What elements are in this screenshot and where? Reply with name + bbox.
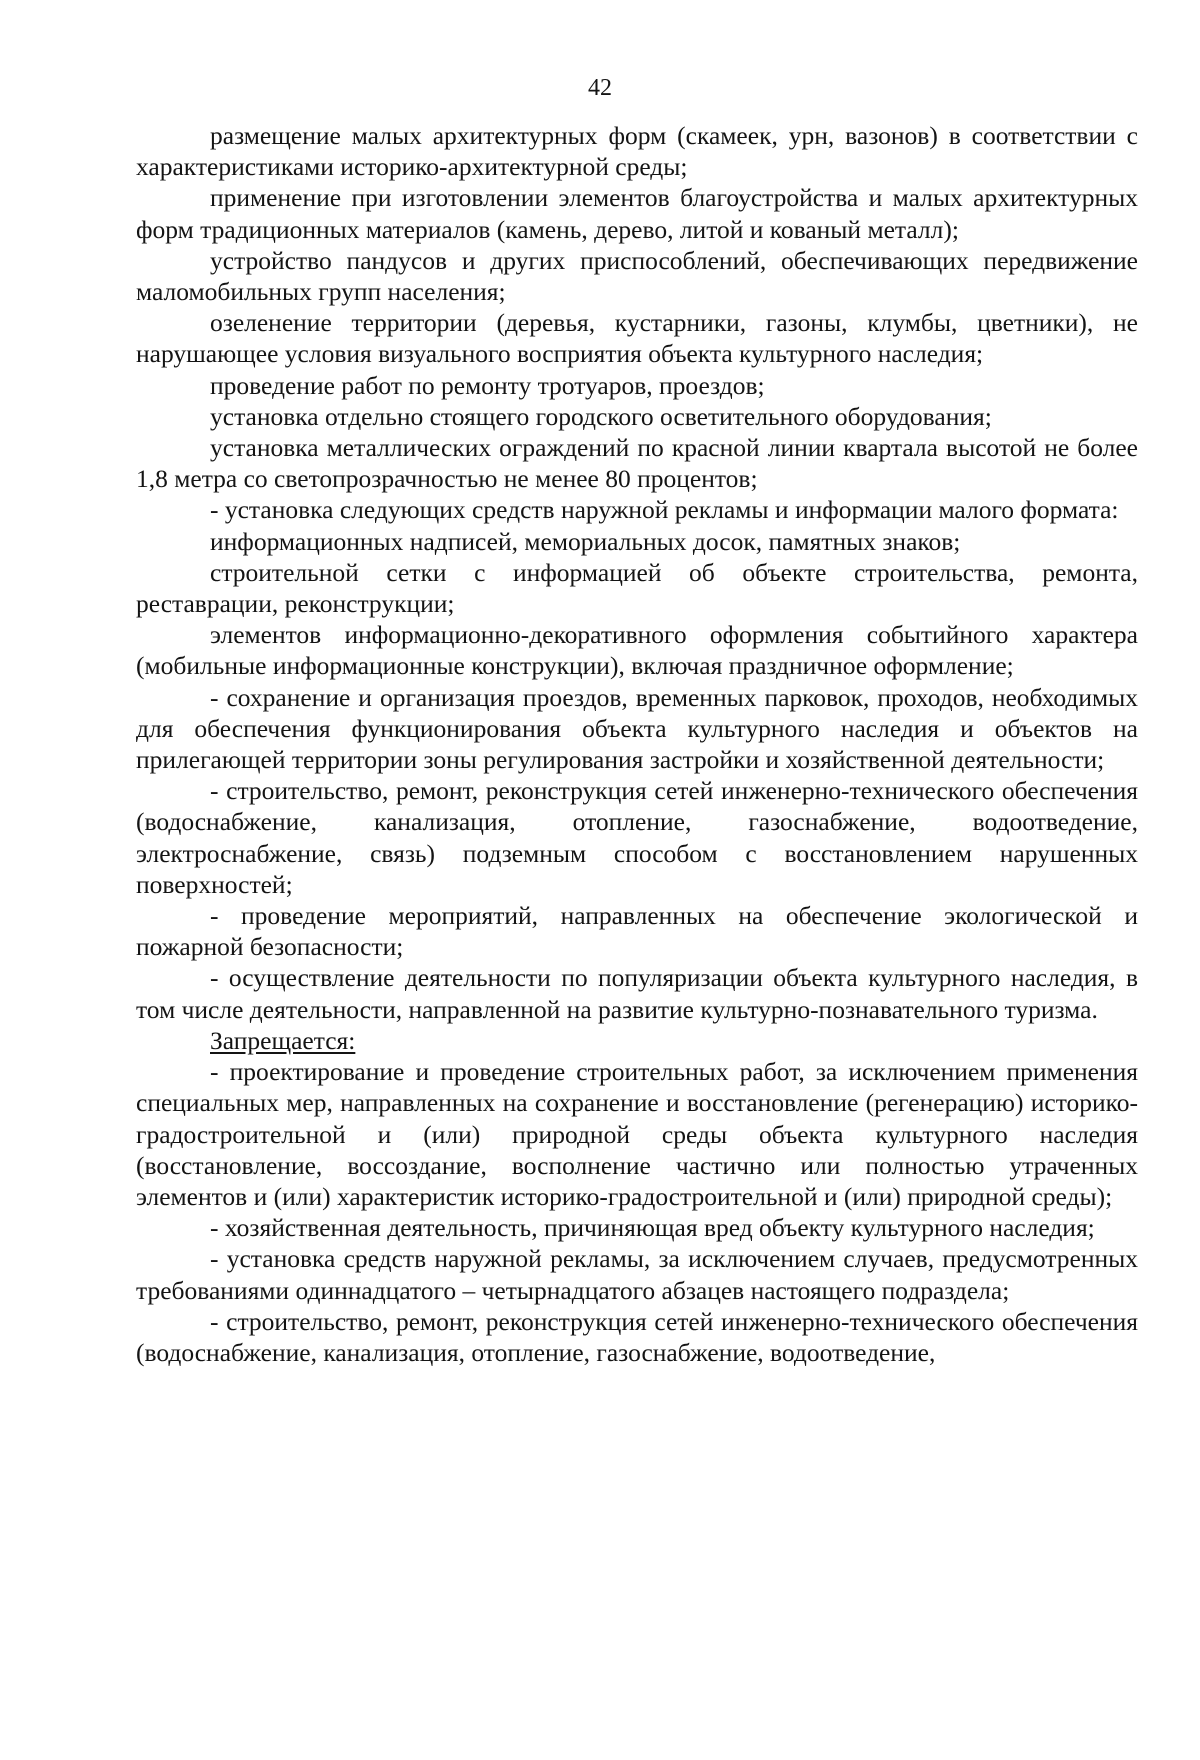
paragraph: устройство пандусов и других приспособлений, обеспечивающих передвижение маломобильных групп населения; <box>136 245 1138 307</box>
paragraph: - установка следующих средств наружной рекламы и информации малого формата: <box>210 495 1119 525</box>
paragraph: - сохранение и организация проездов, временных парковок, проходов, необходимых для обеспечения функционирования объекта культурного наследия и объектов на прилегающей территории зоны регулирования застройки и хозяйственной деятельности; <box>136 682 1138 775</box>
paragraph: озеленение территории (деревья, кустарники, газоны, клумбы, цветники), не нарушающее условия визуального восприятия объекта культурного наследия; <box>136 308 1138 369</box>
forbidden-item: - установка средств наружной рекламы, за исключением случаев, предусмотренных требованиями одиннадцатого – четырнадцатого абзацев настоящего подраздела; <box>136 1244 1138 1305</box>
paragraph: строительной сетки с информацией об объекте строительства, ремонта, реставрации, реконструкции; <box>136 557 1138 619</box>
paragraph: установка отдельно стоящего городского осветительного оборудования; <box>210 401 992 431</box>
paragraph: установка металлических ограждений по красной линии квартала высотой не более 1,8 метра со светопрозрачностью не менее 80 процентов; <box>136 433 1138 494</box>
paragraph: элементов информационно-декоративного оформления событийного характера (мобильные информационные конструкции), включая праздничное оформление; <box>136 620 1138 681</box>
paragraph: применение при изготовлении элементов благоустройства и малых архитектурных форм традиционных материалов (камень, дерево, литой и кованый металл); <box>136 183 1138 244</box>
forbidden-item: - строительство, ремонт, реконструкция сетей инженерно-технического обеспечения (водоснабжение, канализация, отопление, газоснабжение, водоотведение, <box>136 1306 1138 1367</box>
page-number: 42 <box>588 75 612 101</box>
forbidden-item: - хозяйственная деятельность, причиняющая вред объекту культурного наследия; <box>210 1213 1095 1243</box>
paragraph: информационных надписей, мемориальных досок, памятных знаков; <box>210 526 961 556</box>
document-body <box>136 120 1138 1368</box>
paragraph: - проведение мероприятий, направленных на обеспечение экологической и пожарной безопасности; <box>136 901 1138 962</box>
paragraph: размещение малых архитектурных форм (скамеек, урн, вазонов) в соответствии с характеристиками историко-архитектурной среды; <box>136 121 1138 182</box>
paragraph: проведение работ по ремонту тротуаров, проездов; <box>210 370 765 400</box>
paragraph: - осуществление деятельности по популяризации объекта культурного наследия, в том числе деятельности, направленной на развитие культурно-познавательного туризма. <box>136 963 1138 1024</box>
forbidden-heading: Запрещается: <box>210 1025 356 1055</box>
paragraph: - строительство, ремонт, реконструкция сетей инженерно-технического обеспечения (водоснабжение, канализация, отопление, газоснабжение, водоотведение, электроснабжение, связь) подземным способом с восстановлением нарушенных поверхностей; <box>136 776 1138 899</box>
forbidden-heading-line <box>136 1025 1138 1056</box>
forbidden-item: - проектирование и проведение строительных работ, за исключением применения специальных мер, направленных на сохранение и восстановление (регенерацию) историко-градостроительной и (или) природной среды объекта культурного наследия (восстановление, воссоздание, восполнение частично или полностью утраченных элементов и (или) характеристик историко-градостроительной и (или) природной среды); <box>136 1057 1138 1211</box>
